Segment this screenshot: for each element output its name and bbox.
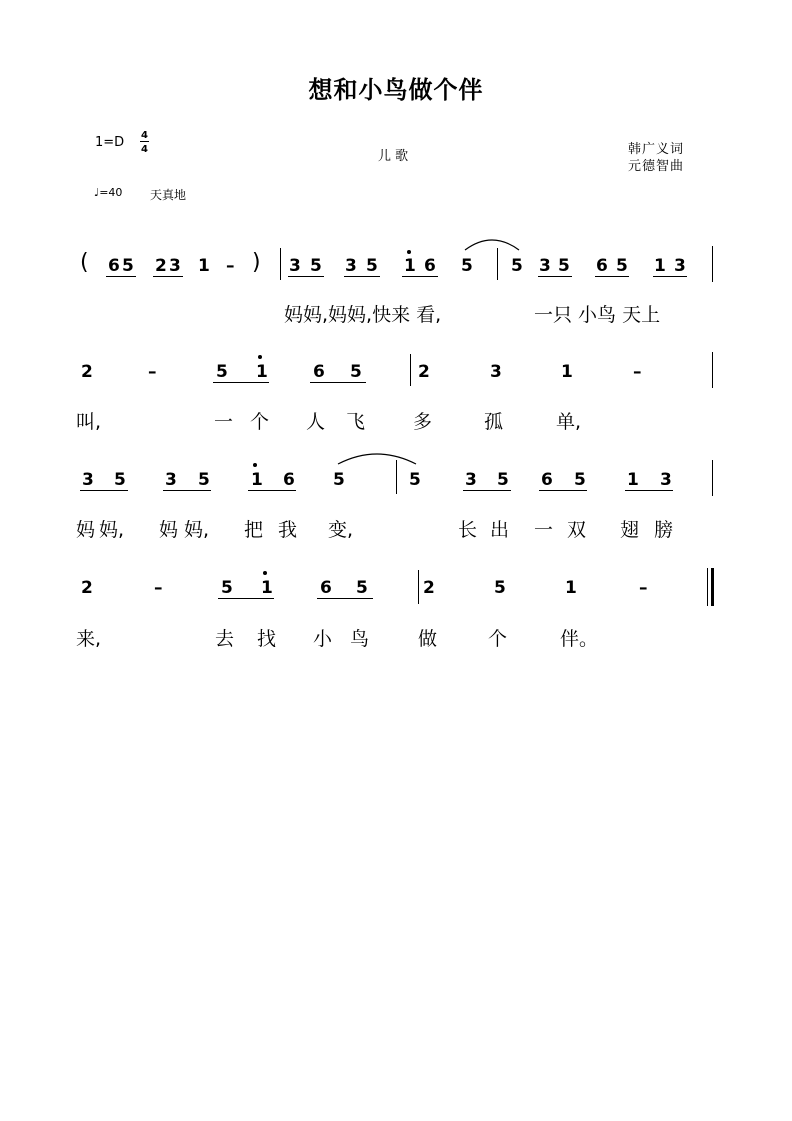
- note: 2: [81, 578, 93, 598]
- lyric: 叫,: [76, 411, 102, 433]
- lyric: 飞: [346, 411, 366, 433]
- dash: –: [639, 578, 648, 598]
- note: 6: [596, 256, 608, 276]
- lyric: 妈,: [99, 519, 125, 541]
- genre-label: 儿 歌: [378, 149, 409, 164]
- note: 1: [198, 256, 210, 276]
- lyric: 人: [306, 411, 326, 433]
- barline: [280, 248, 281, 280]
- note: 3: [674, 256, 686, 276]
- eighth-underline: [106, 276, 136, 277]
- note: 5: [616, 256, 628, 276]
- barline: [396, 460, 397, 494]
- note: 3: [82, 470, 94, 490]
- lyric: 伴。: [560, 628, 599, 650]
- eighth-underline: [213, 382, 269, 383]
- note: 1: [561, 362, 573, 382]
- final-barline-thick: [711, 568, 714, 606]
- eighth-underline: [153, 276, 183, 277]
- eighth-underline: [463, 490, 511, 491]
- note: 6: [108, 256, 120, 276]
- note: 6: [320, 578, 332, 598]
- song-title: 想和小鸟做个伴: [308, 76, 484, 104]
- note: 5: [221, 578, 233, 598]
- eighth-underline: [218, 598, 274, 599]
- lyric: 出: [490, 519, 510, 541]
- note: 3: [539, 256, 551, 276]
- note: 5: [497, 470, 509, 490]
- intro-paren-close: ): [252, 250, 261, 275]
- note: 2: [155, 256, 167, 276]
- eighth-underline: [595, 276, 629, 277]
- lyric: 个: [250, 411, 270, 433]
- note: 5: [409, 470, 421, 490]
- lyric: 妈: [76, 519, 96, 541]
- note: 5: [350, 362, 362, 382]
- tempo-marking: ♩=40: [94, 186, 123, 199]
- note: 1: [261, 578, 273, 598]
- eighth-underline: [344, 276, 380, 277]
- time-signature-bottom: 4: [141, 144, 148, 155]
- note: 5: [574, 470, 586, 490]
- note: 5: [122, 256, 134, 276]
- note: 2: [423, 578, 435, 598]
- lyric: 来,: [76, 628, 102, 650]
- note: 3: [465, 470, 477, 490]
- note: 2: [81, 362, 93, 382]
- eighth-underline: [310, 382, 366, 383]
- eighth-underline: [402, 276, 438, 277]
- lyric: 膀: [654, 519, 674, 541]
- lyric: 单,: [556, 411, 582, 433]
- barline: [712, 246, 713, 282]
- high-octave-dot: [407, 250, 411, 254]
- time-signature-line: [140, 141, 149, 142]
- lyric: 妈: [159, 519, 179, 541]
- note: 5: [366, 256, 378, 276]
- note: 6: [313, 362, 325, 382]
- lyric: 变,: [328, 519, 354, 541]
- final-barline-thin: [707, 568, 708, 606]
- lyric: 双: [567, 519, 587, 541]
- note: 3: [660, 470, 672, 490]
- lyric: 鸟: [350, 628, 370, 650]
- high-octave-dot: [253, 463, 257, 467]
- high-octave-dot: [263, 571, 267, 575]
- lyric: 一只 小鸟 天上: [534, 304, 661, 326]
- key-signature: 1=D: [95, 135, 125, 150]
- tie-arc: [463, 236, 521, 252]
- note: 3: [169, 256, 181, 276]
- time-signature-top: 4: [141, 130, 148, 141]
- note: 5: [461, 256, 473, 276]
- lyric: 我: [278, 519, 298, 541]
- lyric: 一: [214, 411, 234, 433]
- lyric: 去: [215, 628, 235, 650]
- eighth-underline: [163, 490, 211, 491]
- lyric: 做: [418, 628, 438, 650]
- note: 6: [424, 256, 436, 276]
- tie-arc: [336, 450, 418, 466]
- note: 1: [404, 256, 416, 276]
- eighth-underline: [288, 276, 324, 277]
- expression-marking: 天真地: [150, 188, 187, 202]
- intro-paren-open: (: [80, 250, 89, 275]
- eighth-underline: [317, 598, 373, 599]
- note: 1: [256, 362, 268, 382]
- lyric: 找: [257, 628, 277, 650]
- note: 2: [418, 362, 430, 382]
- note: 6: [283, 470, 295, 490]
- barline: [410, 354, 411, 386]
- lyric: 小: [313, 628, 333, 650]
- barline: [418, 570, 419, 604]
- note: 5: [216, 362, 228, 382]
- dash: –: [148, 362, 157, 382]
- lyric: 一: [534, 519, 554, 541]
- eighth-underline: [538, 276, 572, 277]
- note: 5: [310, 256, 322, 276]
- note: 1: [654, 256, 666, 276]
- dash: –: [226, 256, 235, 276]
- high-octave-dot: [258, 355, 262, 359]
- dash: –: [154, 578, 163, 598]
- lyric: 个: [488, 628, 508, 650]
- note: 1: [627, 470, 639, 490]
- barline: [712, 460, 713, 496]
- lyric: 把: [244, 519, 264, 541]
- lyric: 妈,: [184, 519, 210, 541]
- note: 3: [289, 256, 301, 276]
- eighth-underline: [80, 490, 128, 491]
- note: 3: [490, 362, 502, 382]
- dash: –: [633, 362, 642, 382]
- lyric: 翅: [620, 519, 640, 541]
- eighth-underline: [653, 276, 687, 277]
- lyricist-credit: 韩广义词: [628, 142, 685, 157]
- note: 5: [511, 256, 523, 276]
- note: 3: [165, 470, 177, 490]
- note: 6: [541, 470, 553, 490]
- eighth-underline: [248, 490, 296, 491]
- barline: [712, 352, 713, 388]
- lyric: 长: [458, 519, 478, 541]
- composer-credit: 元德智曲: [628, 159, 685, 174]
- note: 5: [494, 578, 506, 598]
- eighth-underline: [539, 490, 587, 491]
- note: 5: [198, 470, 210, 490]
- lyric: 妈妈,妈妈,快来 看,: [284, 304, 442, 326]
- note: 5: [356, 578, 368, 598]
- note: 1: [565, 578, 577, 598]
- lyric: 孤: [484, 411, 504, 433]
- note: 3: [345, 256, 357, 276]
- eighth-underline: [625, 490, 673, 491]
- lyric: 多: [413, 411, 433, 433]
- note: 1: [251, 470, 263, 490]
- note: 5: [558, 256, 570, 276]
- note: 5: [333, 470, 345, 490]
- note: 5: [114, 470, 126, 490]
- barline: [497, 248, 498, 280]
